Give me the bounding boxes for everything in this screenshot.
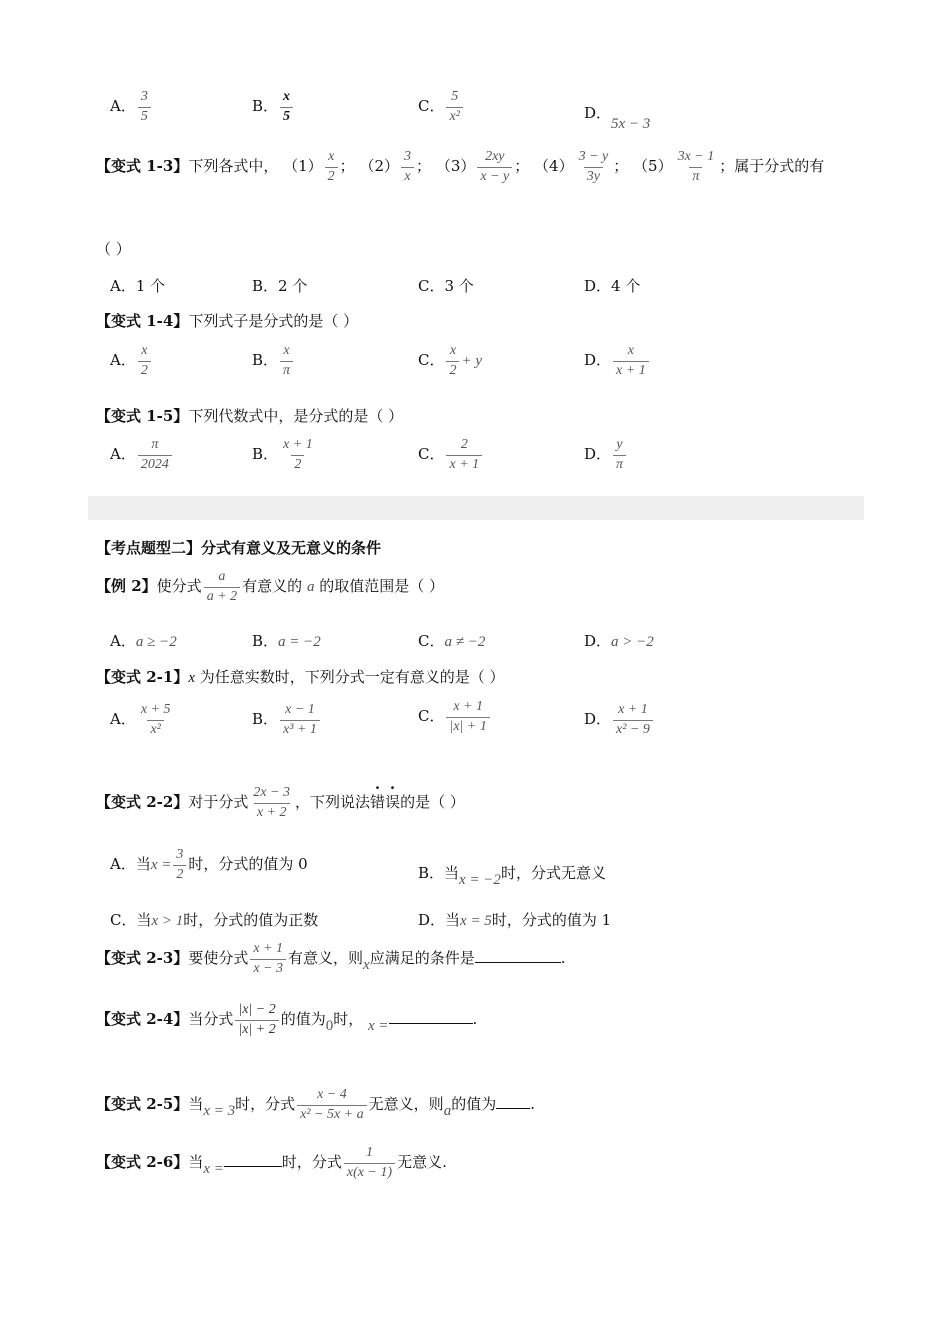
- answer-blank[interactable]: [389, 1009, 473, 1024]
- q1-3-option-a[interactable]: A．1 个: [110, 277, 166, 295]
- fraction: $\frac{x + 1}{x - 3}$: [250, 942, 286, 976]
- q1-4-option-d[interactable]: D． $\frac{x}{x + 1}$: [584, 344, 651, 378]
- answer-blank[interactable]: [496, 1094, 530, 1109]
- fraction: $\frac{x}{2}$: [138, 344, 151, 378]
- q2-2-option-c[interactable]: C．当x > 1时，分式的值为正数: [110, 911, 319, 929]
- fraction: $\frac{5}{\text{x²}}$: [446, 90, 462, 124]
- fraction: $\frac{3x - 1}{\pi}$: [677, 149, 715, 184]
- q1-3-stem: 【变式 1-3】下列各式中， （1） $\frac{x}{2}$ ； （2） $\frac{3}{x}$ ； （3） $\frac{2xy}{x - y}$ ； （4） $\frac{3 - y}{3y}$ ； （5） $\frac{3x - 1}{\pi}$ ；属于分式的有: [96, 149, 825, 184]
- q1-3-paren: （ ）: [96, 240, 131, 258]
- q2-1-option-c[interactable]: C． $\frac{x + 1}{|x| + 1}$: [418, 700, 492, 734]
- q1-2-option-c[interactable]: C． $\frac{5}{\text{x²}}$: [418, 90, 465, 124]
- fraction: $\frac{\pi}{2024}$: [138, 438, 172, 472]
- q1-5-stem: 【变式 1-5】下列代数式中，是分式的是（ ）: [96, 407, 404, 425]
- example-2-stem: 【例 2】使分式 $\frac{a}{a + 2}$ 有意义的 a 的取值范围是（ ）: [96, 569, 444, 604]
- fraction: $\frac{x}{2}$: [325, 150, 338, 184]
- q1-4-option-b[interactable]: B． $\frac{x}{\pi}$: [252, 344, 295, 378]
- q2-5-stem: 【变式 2-5】当x = 3时，分式 $\frac{x - 4}{\text{x² − 5x + a}}$ 无意义，则a的值为 .: [96, 1087, 535, 1122]
- q2-3-stem: 【变式 2-3】要使分式 $\frac{x + 1}{x - 3}$ 有意义，则x应满足的条件是 .: [96, 941, 566, 976]
- q1-4-stem: 【变式 1-4】下列式子是分式的是（ ）: [96, 312, 359, 330]
- q1-5-option-d[interactable]: D． $\frac{y}{\pi}$: [584, 438, 628, 472]
- fraction: $\frac{y}{\pi}$: [613, 438, 626, 472]
- answer-blank[interactable]: [224, 1152, 282, 1167]
- section-2-title: 【考点题型二】分式有意义及无意义的条件: [96, 539, 382, 557]
- q2-1-option-b[interactable]: B． $\frac{x - 1}{\text{x³ + 1}}$: [252, 703, 322, 737]
- example-2-option-a[interactable]: A．a ≥ −2: [110, 632, 177, 650]
- q1-2-option-d[interactable]: D．5x − 3: [584, 104, 651, 132]
- fraction: $\frac{x + 1}{2}$: [283, 437, 313, 472]
- fraction: $\frac{|x| - 2}{|x| + 2}$: [235, 1003, 278, 1037]
- q2-2-stem: 【变式 2-2】对于分式 $\frac{2x - 3}{x + 2}$ ，下列说法错误的是（ ）: [96, 785, 465, 820]
- q2-1-option-d[interactable]: D． $\frac{x + 1}{\text{x² − 9}}$: [584, 703, 655, 737]
- q1-2-option-b[interactable]: B． $\frac{x}{5}$: [252, 90, 295, 124]
- fraction: $\frac{x}{2}$: [446, 344, 459, 378]
- q1-5-option-c[interactable]: C． $\frac{2}{x + 1}$: [418, 438, 484, 472]
- q2-1-stem: 【变式 2-1】x 为任意实数时，下列分式一定有意义的是（ ）: [96, 668, 505, 686]
- fraction: $\frac{x + 1}{|x| + 1}$: [446, 700, 489, 734]
- example-2-option-b[interactable]: B．a = −2: [252, 632, 321, 650]
- fraction: $\frac{x + 1}{\text{x² − 9}}$: [613, 703, 653, 737]
- q1-3-option-d[interactable]: D．4 个: [584, 277, 641, 295]
- example-2-option-d[interactable]: D．a > −2: [584, 632, 654, 650]
- section-divider: [88, 496, 864, 520]
- fraction: $\frac{3}{5}$: [138, 90, 151, 124]
- q2-2-option-b[interactable]: B．当x = −2时，分式无意义: [418, 864, 606, 888]
- q1-2-option-a[interactable]: A． $\frac{3}{5}$: [110, 90, 153, 124]
- fraction: $\frac{2xy}{x - y}$: [477, 150, 512, 184]
- fraction: $\frac{3}{x}$: [401, 150, 414, 184]
- q2-2-option-a[interactable]: A．当x = $\frac{3}{2}$ 时，分式的值为 0: [110, 847, 308, 882]
- fraction: $\frac{a}{a + 2}$: [204, 570, 240, 604]
- fraction: $\frac{x}{5}$: [280, 90, 293, 124]
- q1-4-option-c[interactable]: C． $\frac{x}{2}$ + y: [418, 343, 483, 378]
- example-2-option-c[interactable]: C．a ≠ −2: [418, 632, 486, 650]
- q2-2-option-d[interactable]: D．当x = 5时，分式的值为 1: [418, 911, 612, 929]
- answer-blank[interactable]: [475, 948, 561, 963]
- fraction: $\frac{3 - y}{3y}$: [578, 149, 609, 184]
- q2-4-stem: 【变式 2-4】当分式 $\frac{|x| - 2}{|x| + 2}$ 的值为0时， x = .: [96, 1002, 478, 1037]
- fraction: $\frac{1}{x(x - 1)}$: [344, 1146, 395, 1180]
- fraction: $\frac{2x - 3}{x + 2}$: [253, 785, 291, 820]
- q1-4-option-a[interactable]: A． $\frac{x}{2}$: [110, 344, 153, 378]
- fraction: $\frac{x + 5}{\text{x²}}$: [140, 702, 171, 737]
- fraction: $\frac{x}{\pi}$: [280, 344, 293, 378]
- fraction: $\frac{3}{2}$: [173, 848, 186, 882]
- fraction: $\frac{x}{x + 1}$: [613, 344, 649, 378]
- q2-6-stem: 【变式 2-6】当x = 时，分式 $\frac{1}{x(x - 1)}$ 无意义.: [96, 1145, 447, 1180]
- q1-3-option-b[interactable]: B．2 个: [252, 277, 308, 295]
- q2-1-option-a[interactable]: A． $\frac{x + 5}{\text{x²}}$: [110, 703, 176, 737]
- fraction: $\frac{x - 1}{\text{x³ + 1}}$: [280, 703, 320, 737]
- fraction: $\frac{2}{x + 1}$: [446, 438, 482, 472]
- fraction: $\frac{x - 4}{\text{x² − 5x + a}}$: [297, 1088, 367, 1122]
- q1-5-option-b[interactable]: B． $\frac{x + 1}{2}$: [252, 438, 318, 472]
- q1-5-option-a[interactable]: A． $\frac{\pi}{2024}$: [110, 438, 174, 472]
- q1-3-option-c[interactable]: C．3 个: [418, 277, 474, 295]
